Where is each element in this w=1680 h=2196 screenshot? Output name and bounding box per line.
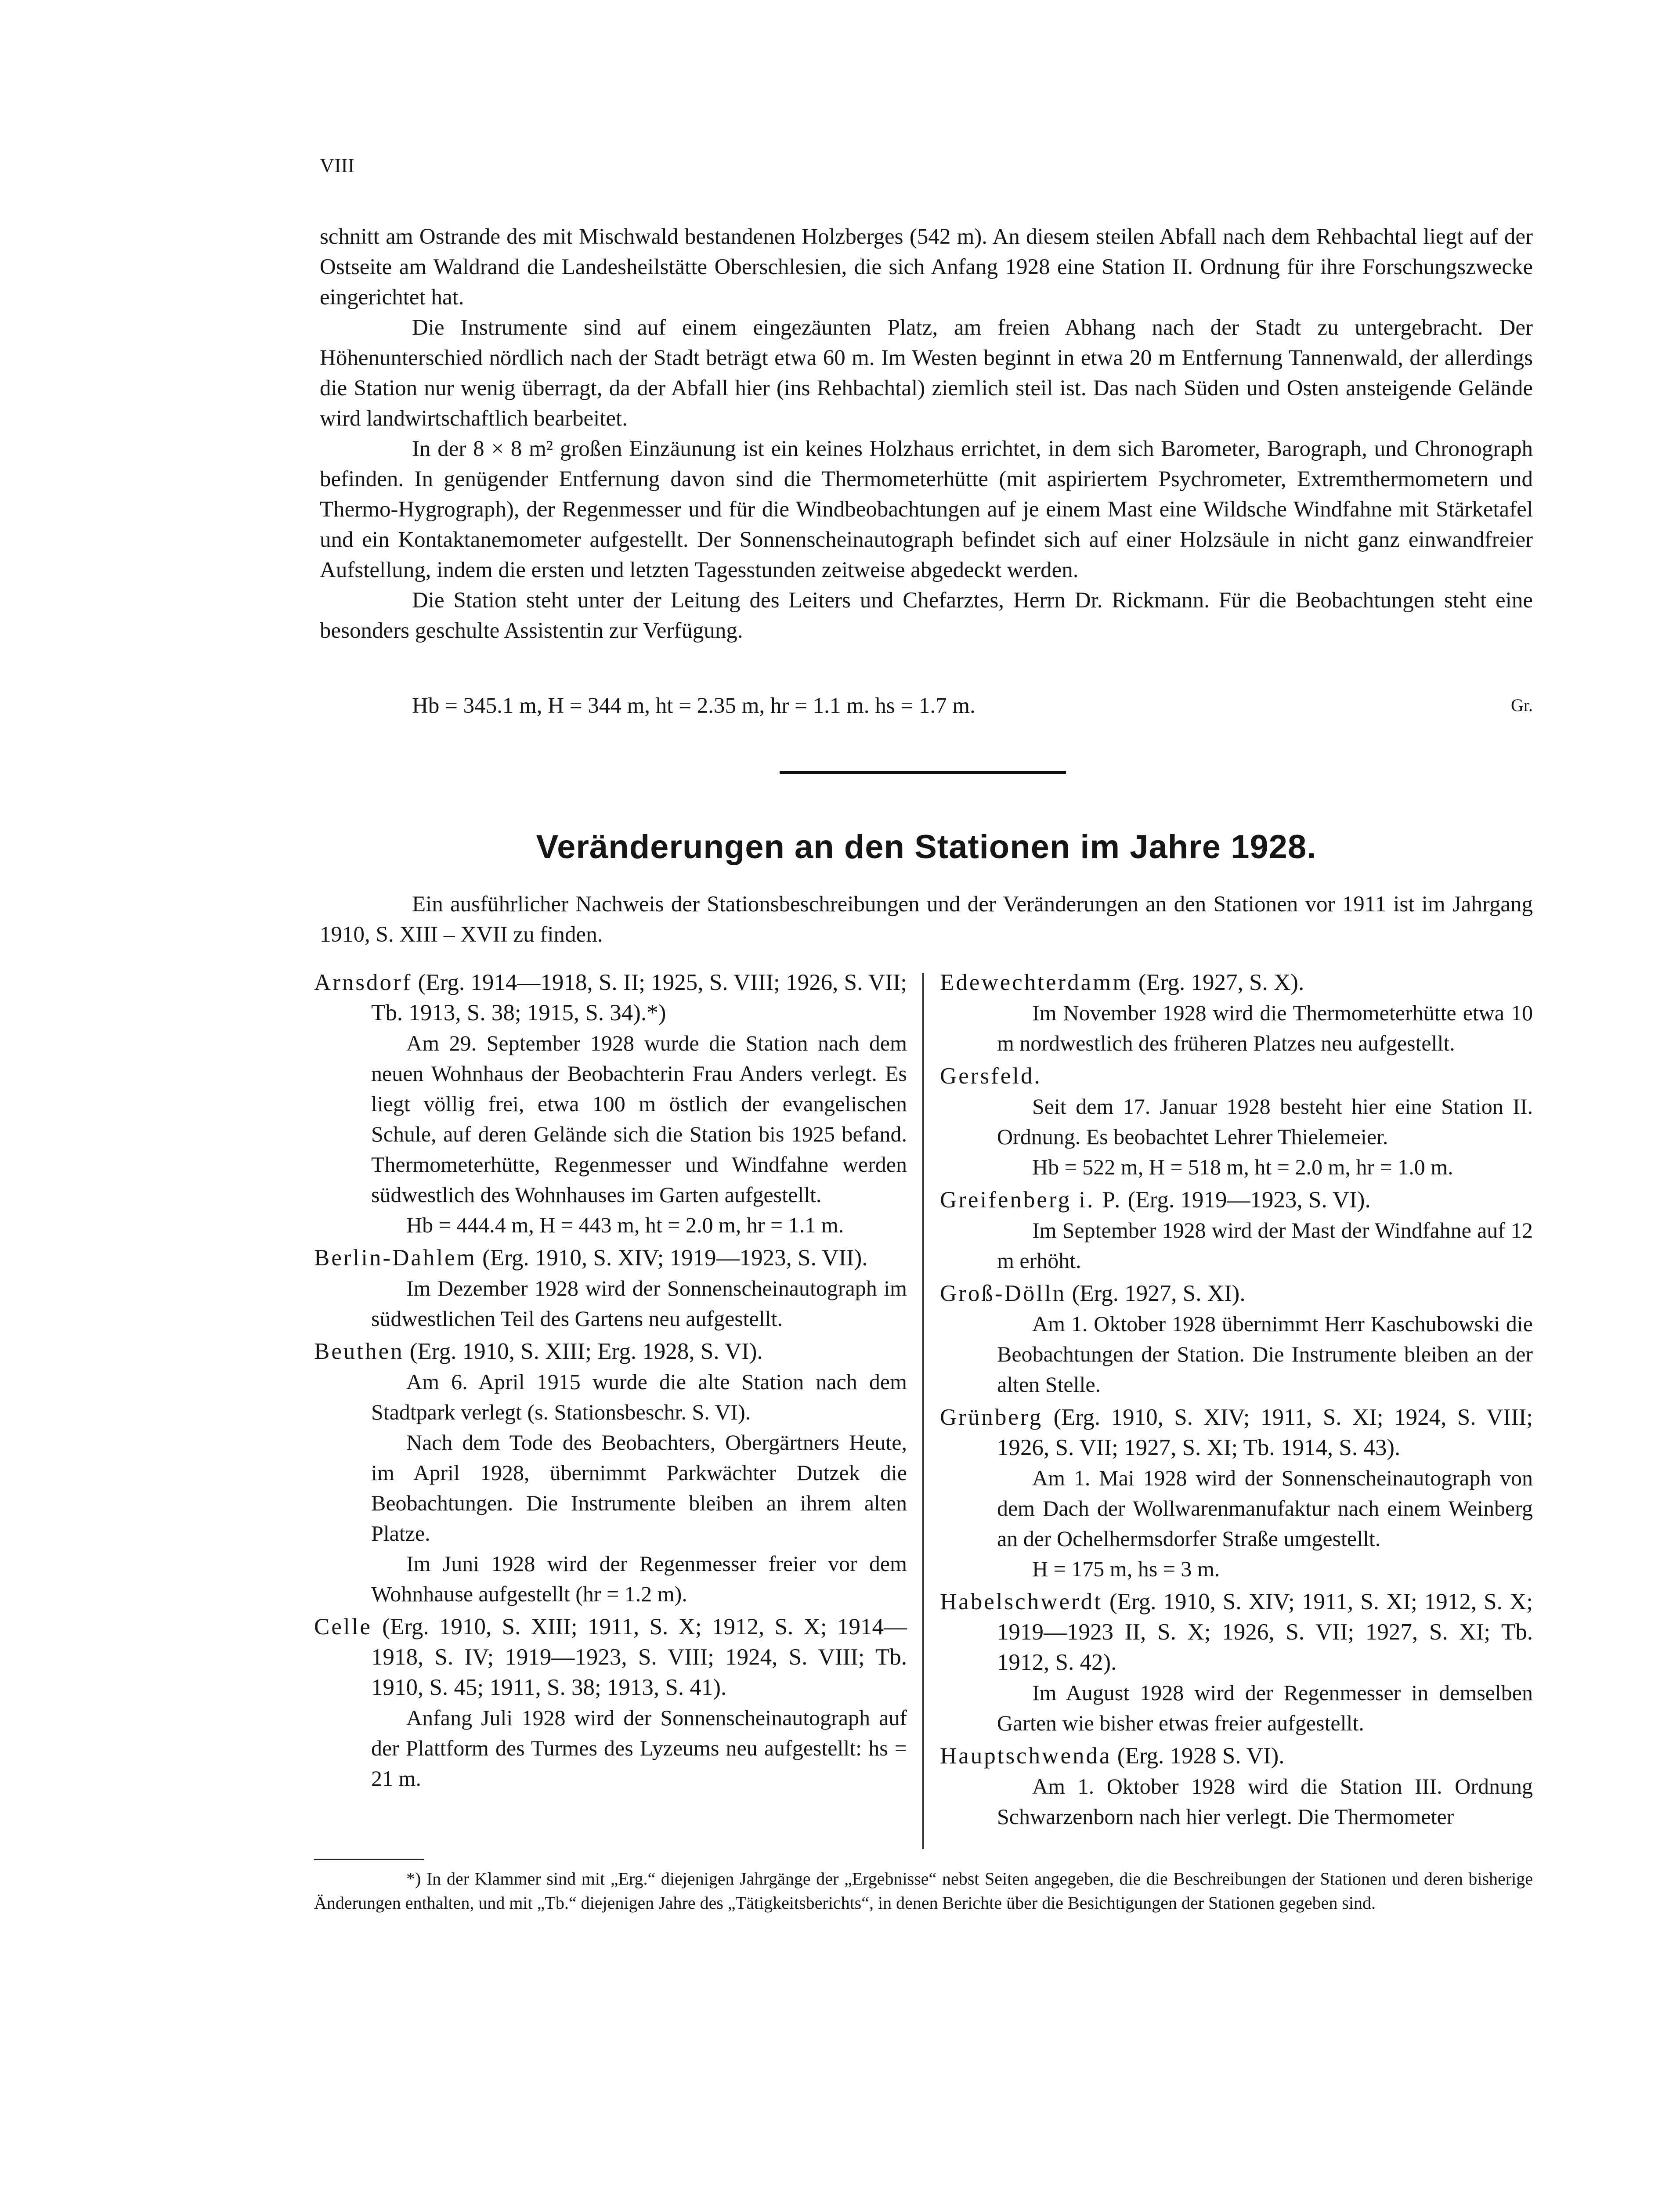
station-name: Celle [314, 1614, 372, 1640]
station-refs: (Erg. 1910, S. XIV; 1911, S. XI; 1912, S. X; 1919—1923 II, S. X; 1926, S. VII; 1927, S. XI; Tb. 1912, S. 42). [997, 1589, 1533, 1675]
station-refs: (Erg. 1910, S. XIII; 1911, S. X; 1912, S. X; 1914—1918, S. IV; 1919—1923, S. VIII; 1924, S. VIII; Tb. 1910, S. 45; 1911, S. 38; 1913, S. 41). [371, 1614, 907, 1700]
station-paragraph: Hb = 522 m, H = 518 m, ht = 2.0 m, hr = 1.0 m. [1032, 1155, 1453, 1179]
station-heading [314, 968, 907, 1028]
station-entry [940, 1587, 1533, 1738]
station-entry [940, 1402, 1533, 1584]
intro-paragraph: Die Station steht unter der Leitung des Leiters und Chefarztes, Herrn Dr. Rickmann. Für die Beobachtungen steht eine besonders geschulte Assistentin zur Verfügung. [320, 588, 1533, 643]
station-heading [940, 1587, 1533, 1678]
station-heading [940, 1061, 1533, 1091]
station-refs: (Erg. 1919—1923, S. VI). [1127, 1187, 1371, 1213]
station-paragraph: Im Juni 1928 wird der Regenmesser freier vor dem Wohnhause aufgestellt (hr = 1.2 m). [371, 1551, 907, 1606]
station-entry [314, 1336, 907, 1609]
station-paragraph: Am 1. Oktober 1928 wird die Station III. Ordnung Schwarzenborn nach hier verlegt. Die Thermometer [997, 1774, 1533, 1829]
station-paragraph: Am 1. Oktober 1928 übernimmt Herr Kaschubowski die Beobachtungen der Station. Die Instrumente bleiben an der alten Stelle. [997, 1311, 1533, 1397]
station-entry [940, 1061, 1533, 1182]
page-number: VIII [320, 154, 355, 177]
station-paragraph: Am 29. September 1928 wurde die Station nach dem neuen Wohnhaus der Beobachterin Frau Anders verlegt. Es liegt völlig frei, etwa 100 m östlich der evangelischen Schule, auf deren Gelände sich die Station bis 1925 befand. Thermometerhütte, Regenmesser und Windfahne werden südwestlich des Wohnhauses im Garten aufgestellt. [371, 1031, 907, 1207]
section-intro-paragraph: Ein ausführlicher Nachweis der Stationsbeschreibungen und der Veränderungen an den Stationen vor 1911 ist im Jahrgang 1910, S. XIII – XVII zu finden. [320, 892, 1533, 947]
station-paragraph: H = 175 m, hs = 3 m. [1032, 1557, 1220, 1581]
intro-paragraph: schnitt am Ostrande des mit Mischwald bestandenen Holzberges (542 m). An diesem steilen Abfall nach dem Rehbachtal liegt auf der Ostseite am Waldrand die Landesheilstätte Oberschlesien, die sich Anfang 1928 eine Station II. Ordnung für ihre Forschungszwecke eingerichtet hat. [320, 224, 1533, 310]
right-column [940, 968, 1533, 1835]
station-values: Hb = 345.1 m, H = 344 m, ht = 2.35 m, hr = 1.1 m. hs = 1.7 m. [412, 693, 975, 718]
station-name: Gersfeld. [940, 1063, 1042, 1089]
station-refs: (Erg. 1910, S. XIV; 1919—1923, S. VII). [482, 1245, 868, 1271]
station-entry [314, 968, 907, 1240]
station-paragraph: Im September 1928 wird der Mast der Windfahne auf 12 m erhöht. [997, 1218, 1533, 1273]
station-refs: (Erg. 1914—1918, S. II; 1925, S. VIII; 1926, S. VII; Tb. 1913, S. 38; 1915, S. 34).*) [371, 970, 907, 1026]
station-paragraph: Am 6. April 1915 wurde die alte Station nach dem Stadtpark verlegt (s. Stationsbeschr. S. VI). [371, 1369, 907, 1424]
station-paragraph: Am 1. Mai 1928 wird der Sonnenscheinautograph von dem Dach der Wollwarenmanufaktur nach einem Weinberg an der Ochelhermsdorfer Straße umgestellt. [997, 1466, 1533, 1551]
left-column [314, 968, 907, 1796]
station-name: Hauptschwenda [940, 1743, 1112, 1769]
station-paragraph: Seit dem 17. Januar 1928 besteht hier eine Station II. Ordnung. Es beobachtet Lehrer Thielemeier. [997, 1094, 1533, 1149]
station-name: Greifenberg i. P. [940, 1187, 1122, 1213]
station-refs: (Erg. 1927, S. X). [1138, 970, 1304, 995]
station-name: Groß-Dölln [940, 1281, 1066, 1306]
section-title: Veränderungen an den Stationen im Jahre 1928. [536, 828, 1317, 866]
station-heading [940, 968, 1533, 998]
intro-paragraph: In der 8 × 8 m² großen Einzäunung ist ein keines Holzhaus errichtet, in dem sich Barometer, Barograph, und Chronograph befinden. In genügender Entfernung davon sind die Thermometerhütte (mit aspiriertem Psychrometer, Extremthermometern und Thermo-Hygrograph), der Regenmesser und für die Windbeobachtungen auf je einem Mast eine Wildsche Windfahne mit Stärketafel und ein Kontaktanemometer aufgestellt. Der Sonnenscheinautograph befindet sich auf einer Holzsäule in nicht ganz einwandfreier Aufstellung, indem die ersten und letzten Tagesstunden zeitweise abgedeckt werden. [320, 437, 1533, 582]
station-heading [940, 1185, 1533, 1215]
station-heading [314, 1336, 907, 1367]
station-paragraph: Nach dem Tode des Beobachters, Obergärtners Heute, im April 1928, übernimmt Parkwächter Dutzek die Beobachtungen. Die Instrumente bleiben an ihrem alten Platze. [371, 1430, 907, 1546]
station-entry [314, 1612, 907, 1794]
station-name: Arnsdorf [314, 970, 412, 995]
station-heading [940, 1279, 1533, 1309]
station-paragraph: Im August 1928 wird der Regenmesser in demselben Garten wie bisher etwas freier aufgestellt. [997, 1680, 1533, 1735]
station-values-line [412, 693, 1533, 719]
footnote [314, 1867, 1533, 1915]
station-refs: (Erg. 1910, S. XIII; Erg. 1928, S. VI). [409, 1339, 763, 1364]
station-name: Beuthen [314, 1339, 404, 1364]
section-intro [320, 889, 1533, 950]
station-name: Berlin-Dahlem [314, 1245, 477, 1271]
station-entry [314, 1243, 907, 1334]
station-refs: (Erg. 1927, S. XI). [1072, 1281, 1246, 1306]
station-name: Grünberg [940, 1405, 1043, 1430]
station-heading [940, 1402, 1533, 1463]
station-entry [940, 968, 1533, 1058]
intro-paragraph: Die Instrumente sind auf einem eingezäunten Platz, am freien Abhang nach der Stadt zu untergebracht. Der Höhenunterschied nördlich nach der Stadt beträgt etwa 60 m. Im Westen beginnt in etwa 20 m Entfernung Tannenwald, der allerdings die Station nur wenig überragt, da der Abfall hier (ins Rehbachtal) ziemlich steil ist. Das nach Süden und Osten ansteigende Gelände wird landwirtschaftlich bearbeitet. [320, 315, 1533, 431]
column-divider [922, 973, 924, 1849]
intro-text [320, 222, 1533, 646]
footnote-separator [314, 1859, 424, 1860]
station-name: Edewechterdamm [940, 970, 1133, 995]
station-paragraph: Im Dezember 1928 wird der Sonnenscheinautograph im südwestlichen Teil des Gartens neu aufgestellt. [371, 1276, 907, 1331]
author-signature: Gr. [1511, 695, 1533, 715]
station-paragraph: Im November 1928 wird die Thermometerhütte etwa 10 m nordwestlich des früheren Platzes neu aufgestellt. [997, 1000, 1533, 1055]
footnote-text: *) In der Klammer sind mit „Erg.“ diejenigen Jahrgänge der „Ergebnisse“ nebst Seiten angegeben, die die Beschreibungen der Stationen und deren bisherige Änderungen enthalten, und mit „Tb.“ diejenigen Jahre des „Tätigkeitsberichts“, in denen Berichte über die Besichtigungen der Stationen gegeben sind. [314, 1869, 1533, 1913]
station-heading [314, 1243, 907, 1273]
station-heading [314, 1612, 907, 1703]
station-entry [940, 1185, 1533, 1276]
station-paragraph: Hb = 444.4 m, H = 443 m, ht = 2.0 m, hr = 1.1 m. [406, 1213, 844, 1237]
section-separator [780, 771, 1066, 774]
station-entry [940, 1279, 1533, 1400]
station-heading [940, 1741, 1533, 1771]
station-refs: (Erg. 1928 S. VI). [1117, 1743, 1285, 1769]
station-paragraph: Anfang Juli 1928 wird der Sonnenscheinautograph auf der Plattform des Turmes des Lyzeums neu aufgestellt: hs = 21 m. [371, 1705, 907, 1791]
station-entry [940, 1741, 1533, 1832]
station-refs: (Erg. 1910, S. XIV; 1911, S. XI; 1924, S. VIII; 1926, S. VII; 1927, S. XI; Tb. 1914, S. 43). [997, 1405, 1533, 1460]
station-name: Habelschwerdt [940, 1589, 1102, 1614]
